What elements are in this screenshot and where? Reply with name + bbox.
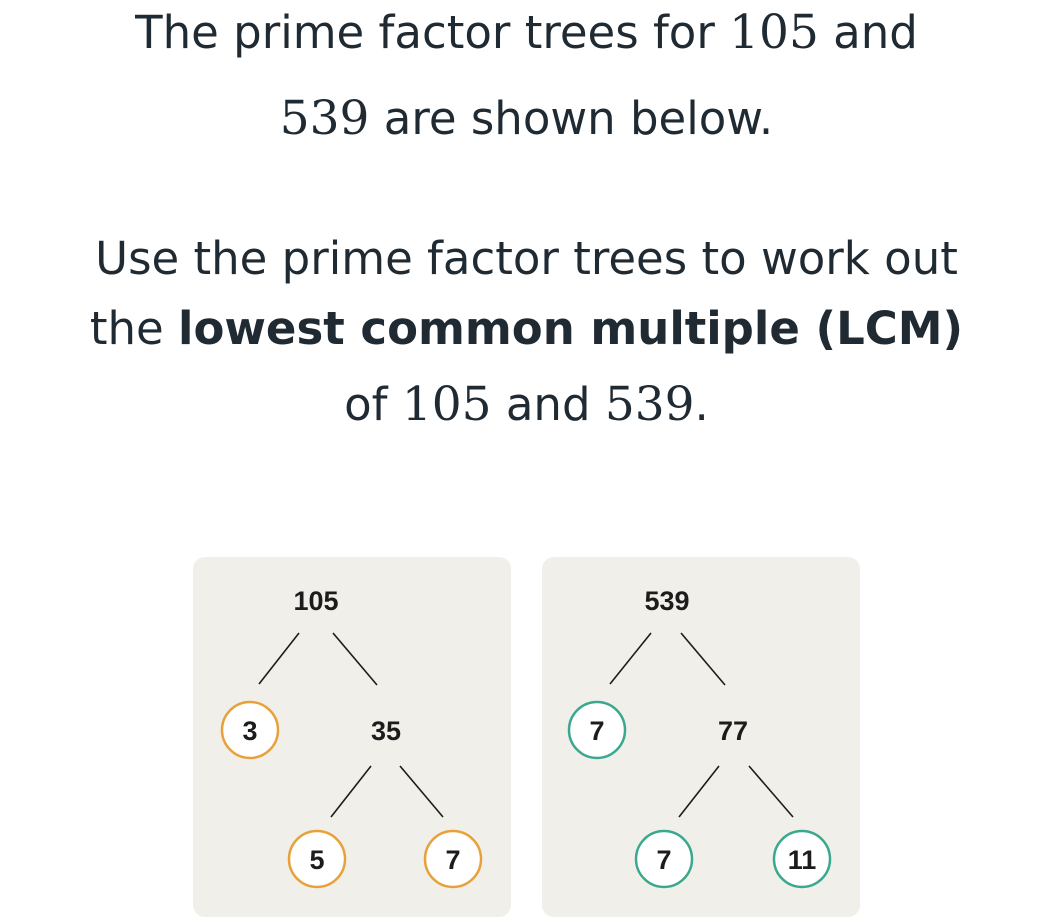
composite-factor: 35 <box>370 716 402 746</box>
question-text-fragment: . <box>694 378 709 431</box>
prime-factor-leaf-left: 7 <box>656 845 672 875</box>
number-105: 105 <box>729 5 819 60</box>
question-line-5 <box>0 362 1053 448</box>
number-539: 539 <box>604 377 695 432</box>
composite-factor: 77 <box>717 716 749 746</box>
question-text-fragment: are shown below. <box>369 92 774 145</box>
question-text-fragment: The prime factor trees for <box>135 6 730 59</box>
branch-line <box>749 766 793 817</box>
factor-tree-panel-539 <box>542 557 860 917</box>
factor-tree-105 <box>193 557 511 917</box>
prime-factor-left: 3 <box>242 716 258 746</box>
question-text-fragment: the <box>89 302 179 355</box>
branch-line <box>681 633 725 685</box>
prime-factor-leaf-right: 11 <box>787 845 817 875</box>
tree-root: 105 <box>293 586 339 616</box>
lcm-emphasis: lowest common multiple (LCM) <box>178 302 964 355</box>
factor-tree-panel-105 <box>193 557 511 917</box>
branch-line <box>400 766 443 817</box>
question-text-fragment: and <box>491 378 605 431</box>
number-539: 539 <box>279 91 370 146</box>
factor-tree-539 <box>542 557 860 917</box>
prime-factor-left: 7 <box>589 716 605 746</box>
branch-line <box>333 633 377 685</box>
branch-line <box>610 633 651 684</box>
branch-line <box>679 766 719 817</box>
number-105: 105 <box>401 377 492 432</box>
question-line-3: Use the prime factor trees to work out <box>95 232 958 285</box>
prime-factor-leaf-right: 7 <box>445 845 461 875</box>
question-line-2 <box>0 76 1053 162</box>
branch-line <box>331 766 371 817</box>
tree-root: 539 <box>644 586 690 616</box>
question-line-4 <box>0 286 1053 372</box>
question-text-fragment: of <box>344 378 402 431</box>
question-text-fragment: and <box>818 6 918 59</box>
prime-factor-leaf-left: 5 <box>309 845 325 875</box>
question-line-1 <box>0 0 1053 76</box>
branch-line <box>259 633 299 684</box>
